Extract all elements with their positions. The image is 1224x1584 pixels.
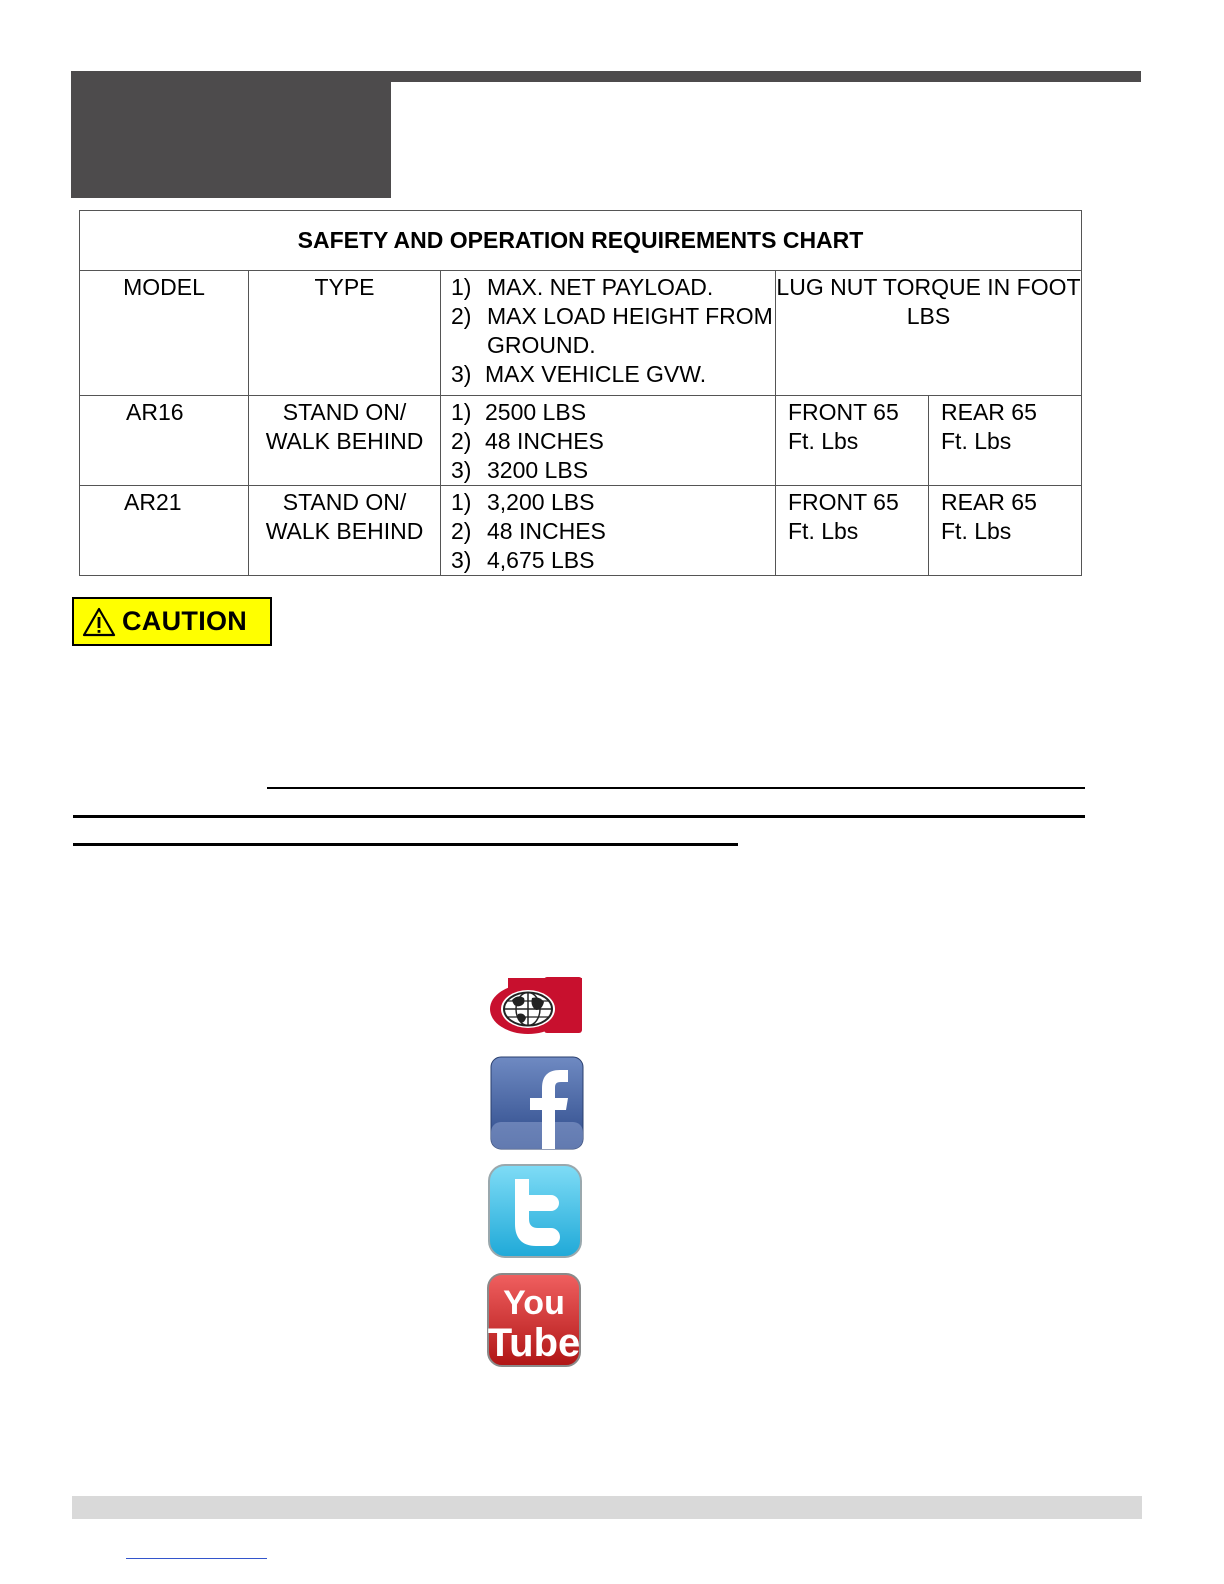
values-cell — [441, 396, 776, 486]
caution-badge — [72, 597, 272, 646]
requirement-item: 1) MAX. NET PAYLOAD. — [451, 274, 714, 300]
requirement-item: 3) MAX VEHICLE GVW. — [451, 361, 707, 387]
header-requirements — [441, 271, 776, 396]
value-item: 2) 48 INCHES — [451, 518, 606, 544]
safety-chart-table — [79, 210, 1082, 576]
twitter-icon[interactable] — [487, 1163, 583, 1259]
value-item: 2) 48 INCHES — [451, 428, 604, 454]
type-cell: STAND ON/ WALK BEHIND — [249, 396, 441, 486]
value-item: 1) 2500 LBS — [451, 399, 587, 425]
front-torque-cell: FRONT 65 Ft. Lbs — [776, 486, 929, 576]
chart-header-row — [80, 271, 1082, 396]
header-model: MODEL — [80, 271, 249, 396]
values-cell — [441, 486, 776, 576]
facebook-icon[interactable] — [490, 1056, 584, 1150]
svg-text:You: You — [503, 1284, 565, 1322]
type-cell: STAND ON/ WALK BEHIND — [249, 486, 441, 576]
table-row — [80, 486, 1082, 576]
model-cell: AR16 — [80, 396, 249, 486]
value-item: 3) 3200 LBS — [451, 457, 589, 483]
header-type: TYPE — [249, 271, 441, 396]
rear-torque-cell: REAR 65 Ft. Lbs — [929, 486, 1082, 576]
table-row — [80, 396, 1082, 486]
header-bar — [71, 71, 1141, 82]
header-block — [71, 71, 391, 198]
footer-link-underline[interactable] — [126, 1558, 267, 1559]
divider-line — [73, 843, 738, 846]
arrow-world-logo-icon[interactable] — [488, 974, 585, 1036]
divider-line — [267, 787, 1085, 789]
requirement-item: 2) MAX LOAD HEIGHT FROM GROUND. — [451, 303, 773, 358]
chart-title: SAFETY AND OPERATION REQUIREMENTS CHART — [80, 211, 1082, 271]
rear-torque-cell: REAR 65 Ft. Lbs — [929, 396, 1082, 486]
front-torque-cell: FRONT 65 Ft. Lbs — [776, 396, 929, 486]
model-cell: AR21 — [80, 486, 249, 576]
requirements-list — [451, 273, 775, 389]
value-item: 3) 4,675 LBS — [451, 547, 595, 573]
youtube-icon[interactable] — [486, 1272, 582, 1368]
warning-triangle-icon — [82, 607, 116, 637]
footer-bar — [72, 1496, 1142, 1519]
svg-text:Tube: Tube — [487, 1321, 581, 1365]
divider-line — [73, 815, 1085, 818]
caution-label: CAUTION — [122, 606, 248, 636]
value-item: 1) 3,200 LBS — [451, 489, 595, 515]
header-torque: LUG NUT TORQUE IN FOOT LBS — [776, 271, 1082, 396]
chart-title-row — [80, 211, 1082, 271]
